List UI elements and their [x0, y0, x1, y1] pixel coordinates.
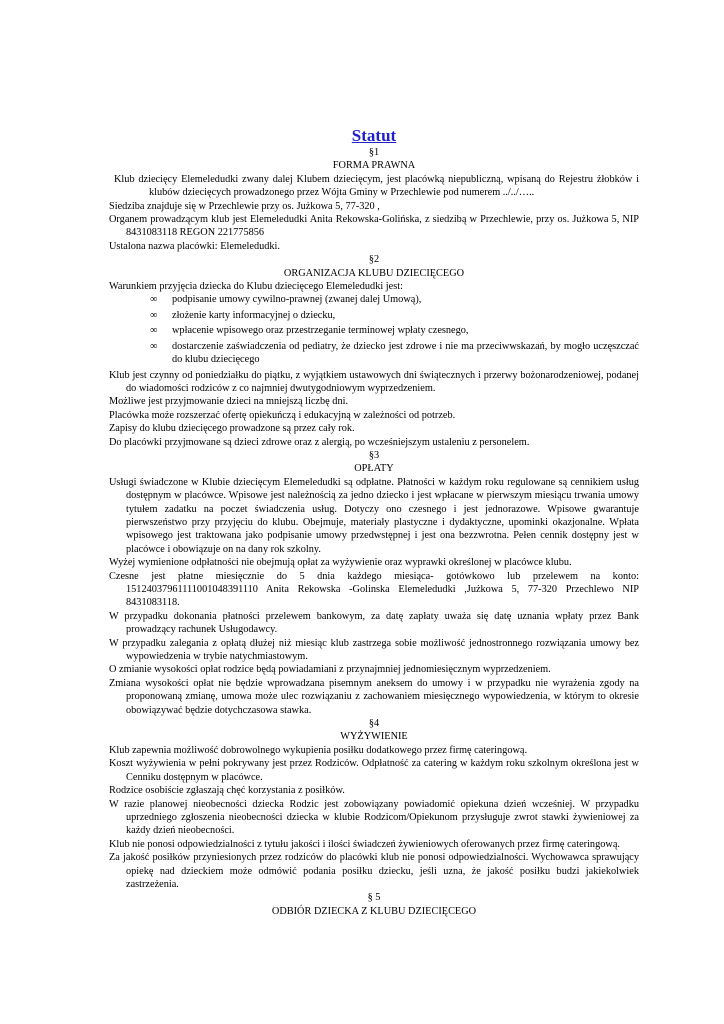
section-2-intro: Warunkiem przyjęcia dziecka do Klubu dziecięcego Elemeledudki jest: — [109, 281, 403, 293]
document-page — [109, 126, 639, 918]
section-2-heading: ORGANIZACJA KLUBU DZIECIĘCEGO — [283, 267, 465, 279]
section-4-paragraph: Klub nie ponosi odpowiedzialności z tytułu jakości i ilości świadczeń żywieniowych oferowanych przez firmę cateringową. — [109, 838, 620, 850]
section-4-paragraph: W razie planowej nieobecności dziecka Rodzic jest zobowiązany powiadomić opiekuna dzień wcześniej. W przypadku uprzedniego zgłoszenia nieobecności dziecka w klubie Rodzicom/Opiekunom przysługuje zwrot stawki żywieniowej za każdy dzień nieobecności. — [109, 798, 639, 837]
section-2-paragraph: Placówka może rozszerzać ofertę opiekuńczą i edukacyjną w zależności od potrzeb. — [109, 409, 456, 421]
section-1-number: §1 — [368, 147, 380, 158]
list-item-text: dostarczenie zaświadczenia od pediatry, że dziecko jest zdrowe i nie ma przeciwwskazań, by mogło uczęszczać do klubu dziecięcego — [172, 340, 639, 366]
infinity-bullet-icon: ∞ — [150, 294, 158, 306]
section-4-paragraph: Rodzice osobiście zgłaszają chęć korzystania z posiłków. — [109, 785, 345, 797]
section-1-paragraph: Ustalona nazwa placówki: Elemeledudki. — [109, 240, 280, 252]
section-3-paragraph: W przypadku dokonania płatności przelewem bankowym, za datę zapłaty uważa się datę uznania wpłaty przez Bank prowadzący rachunek Usługodawcy. — [109, 610, 639, 636]
section-3-paragraph: Czesne jest płatne miesięcznie do 5 dnia każdego miesiąca- gotówkowo lub przelewem na konto: 15124037961111001048391110 Anita Rekowska -Golinska Elemeledudki ,Jużkowa 5, 77-320 Przechlewo NIP 8431083118. — [109, 570, 639, 609]
section-3-paragraph: Wyżej wymienione odpłatności nie obejmują opłat za wyżywienie oraz wyprawki określonej w placówce klubu. — [109, 557, 572, 569]
section-3-paragraph: Usługi świadczone w Klubie dziecięcym Elemeledudki są odpłatne. Płatności w każdym roku regulowane są cennikiem usług dostępnym w placówce. Wpisowe jest należnością za jedno dziecko i jest wpłacane w pierwszym miesiącu trwania umowy tytułem zadatku na poczet świadczenia usług. Dotyczy ono czesnego i jest jednorazowe. Wpisowe gwarantuje pierwszeństwo przy przyjęciu do klubu. Obejmuje, materiały plastyczne i dydaktyczne, upominki okazjonalne. Wpłata wpisowego jest traktowana jako podpisanie umowy przedwstępnej i jest ona bezzwrotna. Pełen cennik dostępny jest w placówce i obowiązuje on na dany rok szkolny. — [109, 476, 639, 555]
list-item — [109, 324, 639, 337]
section-4-number: §4 — [368, 718, 380, 730]
section-4-paragraph: Koszt wyżywienia w pełni pokrywany jest przez Rodziców. Odpłatność za catering w każdym roku szkolnym określona jest w Cenniku dostępnym w placówce. — [109, 758, 639, 783]
list-item-text: złożenie karty informacyjnej o dziecku, — [172, 309, 336, 321]
section-2-paragraph: Możliwe jest przyjmowanie dzieci na mniejszą liczbę dni. — [109, 396, 349, 408]
list-item — [109, 340, 639, 367]
section-1-heading: FORMA PRAWNA — [332, 160, 416, 172]
section-1-paragraph: Organem prowadzącym klub jest Elemeledudki Anita Rekowska-Golińska, z siedzibą w Przechlewie, przy os. Jużkowa 5, NIP 8431083118 REGON 221775856 — [109, 214, 639, 239]
section-3-paragraph: O zmianie wysokości opłat rodzice będą powiadamiani z przynajmniej jednomiesięcznym wyprzedzeniem. — [109, 664, 551, 676]
section-4-paragraph: Klub zapewnia możliwość dobrowolnego wykupienia posiłku dodatkowego przez firmę cateringową. — [109, 744, 528, 756]
section-5-heading: ODBIÓR DZIECKA Z KLUBU DZIECIĘCEGO — [271, 905, 477, 917]
section-3-paragraph: W przypadku zalegania z opłatą dłużej niż miesiąc klub zastrzega sobie możliwość jednostronnego rozwiązania umowy bez wypowiedzenia w trybie natychmiastowym. — [109, 637, 639, 663]
section-2-number: §2 — [368, 254, 380, 266]
section-2-paragraph: Zapisy do klubu dziecięcego prowadzone są przez cały rok. — [109, 423, 355, 435]
list-item — [109, 309, 639, 322]
section-3-heading: OPŁATY — [354, 463, 394, 475]
section-1-paragraph: Klub dziecięcy Elemeledudki zwany dalej Klubem dziecięcym, jest placówką niepubliczną, wpisaną do Rejestru żłobków i klubów dziecięcych prowadzonego przez Wójta Gminy w Przechlewie pod numerem ../../….. — [114, 173, 639, 199]
infinity-bullet-icon: ∞ — [150, 309, 158, 321]
list-item-text: podpisanie umowy cywilno-prawnej (zwanej dalej Umową), — [172, 294, 422, 306]
section-4-paragraph: Za jakość posiłków przyniesionych przez rodziców do placówki klub nie ponosi odpowiedzialności. Wychowawca sprawujący opiekę nad dzieckiem może odmówić podania posiłku dziecku, jeśli uzna, że jakość posiłku budzi jakiekolwiek zastrzeżenia. — [109, 852, 639, 890]
section-3-number: §3 — [368, 449, 380, 461]
list-item-text: wpłacenie wpisowego oraz przestrzeganie terminowej wpłaty czesnego, — [172, 325, 469, 337]
section-5-number: § 5 — [367, 892, 381, 904]
section-3-paragraph: Zmiana wysokości opłat nie będzie wprowadzana pisemnym aneksem do umowy i w przypadku nie wyrażenia zgody na proponowaną zmianę, umowa może ulec rozwiązaniu z zachowaniem miesięcznego wypowiedzenia, w którym to okresie obowiązywać będzie dotychczasowa stawka. — [109, 677, 639, 716]
section-4-heading: WYŻYWIENIE — [340, 731, 408, 743]
section-1-paragraph: Siedziba znajduje się w Przechlewie przy os. Jużkowa 5, 77-320 , — [109, 200, 380, 212]
requirements-list — [109, 293, 639, 366]
document-title: Statut — [351, 126, 397, 145]
infinity-bullet-icon: ∞ — [150, 340, 158, 352]
infinity-bullet-icon: ∞ — [150, 325, 158, 337]
section-2-paragraph: Do placówki przyjmowane są dzieci zdrowe oraz z alergią, po wcześniejszym ustaleniu z personelem. — [109, 436, 530, 448]
list-item — [109, 293, 639, 306]
section-2-paragraph: Klub jest czynny od poniedziałku do piątku, z wyjątkiem ustawowych dni świątecznych i przerwy bożonarodzeniowej, podanej do wiadomości rodziców z co najmniej dwutygodniowym wyprzedzeniem. — [109, 369, 639, 394]
